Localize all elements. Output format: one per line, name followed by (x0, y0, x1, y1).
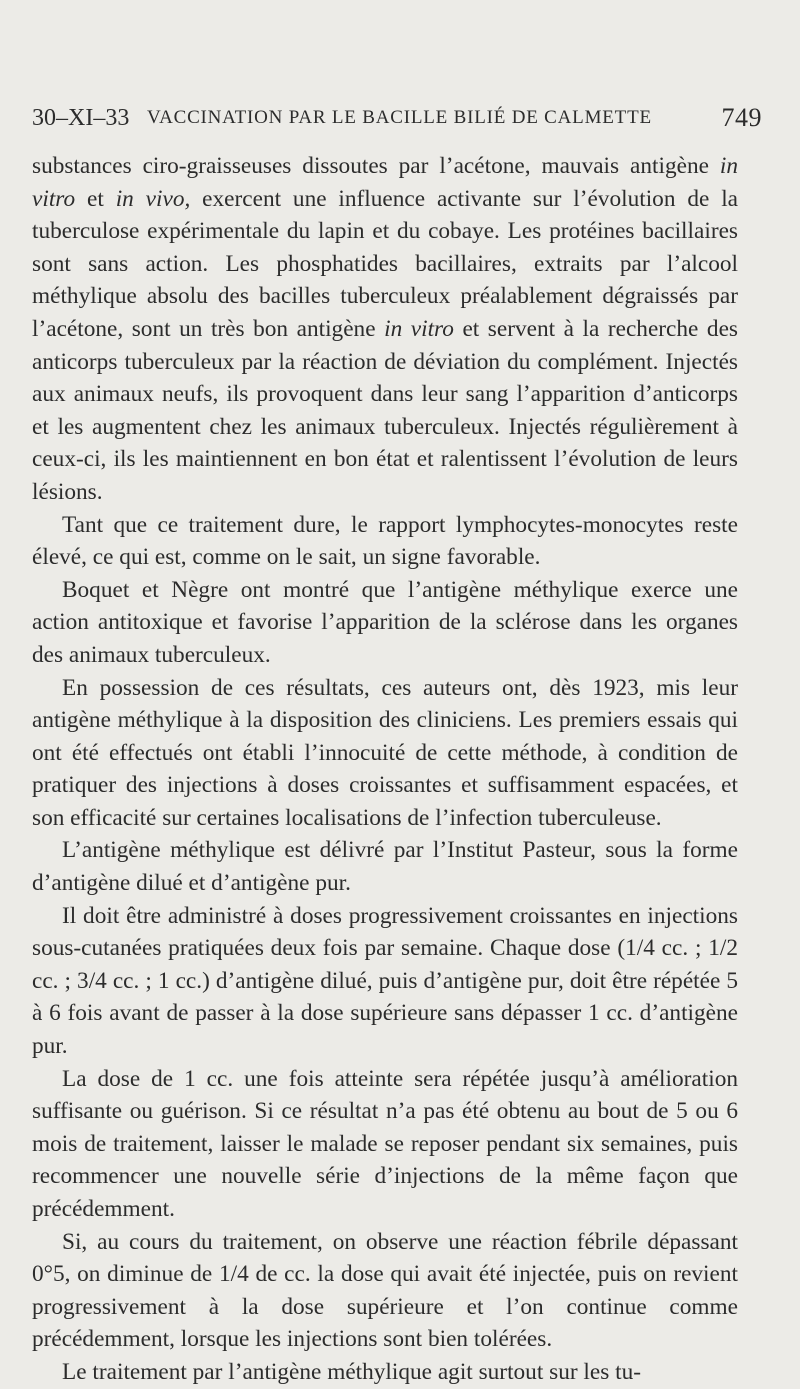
text-run: La dose de 1 cc. une fois atteinte sera répétée jusqu’à amélioration suffisante ou guérison. Si ce résultat n’a pas été obtenu au bout de 5 ou 6 mois de traitement, laisser le malade se reposer pendant six semaines, puis recommencer une nouvelle série d’injections de la même façon que précédemment. (32, 1065, 738, 1222)
paragraph (32, 1356, 738, 1389)
header-title: VACCINATION PAR LE BACILLE BILIÉ DE CALMETTE (147, 107, 652, 128)
text-run: exercent une influence activante sur l’évolution de la tuberculose expérimentale du lapin et du cobaye. Les protéines bacillaires sont sans action. Les phosphatides bacillaires, extraits par l’alcool méthylique absolu des bacilles tuberculeux préalablement dégraissés par l’acétone, sont un très bon antigène (32, 185, 739, 342)
text-run: Tant que ce traitement dure, le rapport lymphocytes-monocytes reste élevé, ce qui est, comme on le sait, un signe favorable. (32, 511, 738, 571)
italic-text-run: in vitro (384, 315, 454, 342)
paragraph (32, 150, 738, 509)
paragraph (32, 1063, 738, 1226)
header-date: 30–XI–33 (32, 105, 130, 131)
text-run: Il doit être administré à doses progressivement croissantes en injections sous-cutanées pratiquées deux fois par semaine. Chaque dose (1/4 cc. ; 1/2 cc. ; 3/4 cc. ; 1 cc.) d’antigène dilué, puis d’antigène pur, doit être répétée 5 à 6 fois avant de passer à la dose supérieure sans dépasser 1 cc. d’antigène pur. (32, 902, 738, 1060)
text-run: Si, au cours du traitement, on observe une réaction fébrile dépassant 0°5, on diminue de 1/4 de cc. la dose qui avait été injectée, puis on revient progressivement à la dose supérieure et l’on continue comme précédemment, lorsque les injections sont bien tolérées. (32, 1228, 738, 1353)
paragraph (32, 900, 738, 1063)
paragraph (32, 834, 738, 899)
text-run: et (75, 185, 116, 212)
body-text (32, 150, 738, 1389)
paragraph (32, 1226, 738, 1356)
text-run: En possession de ces résultats, ces auteurs ont, dès 1923, mis leur antigène méthylique à la disposition des cliniciens. Les premiers essais qui ont été effectués ont établi l’innocuité de cette méthode, à condition de pratiquer des injections à doses croissantes et suffisamment espacées, et son efficacité sur certaines localisations de l’infection tuberculeuse. (32, 674, 738, 831)
paragraph (32, 509, 738, 574)
text-run: L’antigène méthylique est délivré par l’Institut Pasteur, sous la forme d’antigène dilué et d’antigène pur. (32, 837, 738, 897)
text-run: substances ciro-graisseuses dissoutes par l’acétone, mauvais antigène (32, 153, 720, 179)
text-run: Boquet et Nègre ont montré que l’antigène méthylique exerce une action antitoxique et favorise l’apparition de la sclérose dans les organes des animaux tuberculeux. (32, 576, 738, 668)
page-number: 749 (721, 103, 762, 132)
text-run: Le traitement par l’antigène méthylique agit surtout sur les tu- (62, 1358, 642, 1385)
text-run: et servent à la recherche des anticorps tuberculeux par la réaction de déviation du complément. Injectés aux animaux neufs, ils provoquent dans leur sang l’apparition d’anticorps et les augmentent chez les animaux tuberculeux. Injectés régulièrement à ceux-ci, ils les maintiennent en bon état et ralentissent l’évolution de leurs lésions. (32, 315, 738, 505)
italic-text-run: in vitro (32, 153, 738, 212)
running-header (32, 101, 770, 137)
italic-text-run: in vivo, (115, 185, 191, 212)
paragraph (32, 574, 738, 672)
paragraph (32, 672, 738, 835)
